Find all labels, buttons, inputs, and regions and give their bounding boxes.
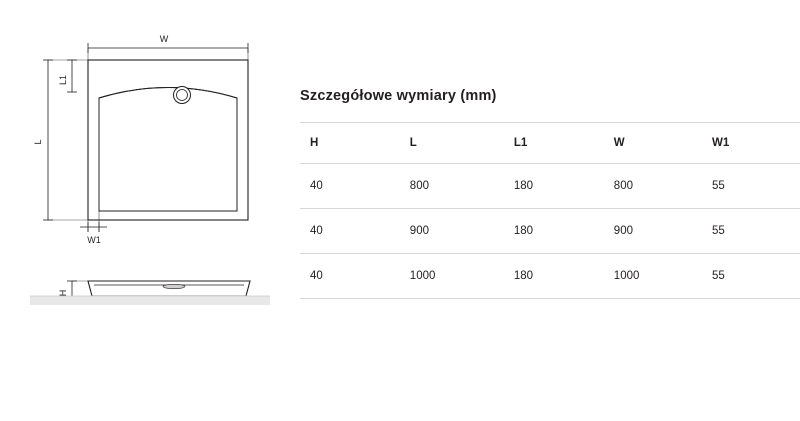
dimensions-table	[300, 122, 800, 299]
cell-l: 800	[400, 164, 504, 209]
dimensions-panel	[300, 0, 800, 421]
cell-w1: 55	[702, 254, 800, 299]
cell-h: 40	[300, 254, 400, 299]
column-header-w: W	[604, 123, 702, 164]
label-w1: W1	[87, 235, 101, 245]
label-l1: L1	[58, 74, 68, 86]
label-l: L	[33, 139, 43, 145]
cell-w: 800	[604, 164, 702, 209]
side-view-drawing	[30, 265, 270, 340]
cell-w1: 55	[702, 164, 800, 209]
label-h: H	[58, 289, 68, 297]
cell-w1: 55	[702, 209, 800, 254]
tray-inner-basin	[99, 88, 237, 212]
drain-side-view	[163, 284, 185, 288]
cell-w: 1000	[604, 254, 702, 299]
cell-h: 40	[300, 209, 400, 254]
table-header-row	[300, 123, 800, 164]
cell-w: 900	[604, 209, 702, 254]
cell-l1: 180	[504, 209, 604, 254]
cell-l1: 180	[504, 254, 604, 299]
drain-inner-circle	[177, 90, 188, 101]
column-header-l: L	[400, 123, 504, 164]
table-title: Szczegółowe wymiary (mm)	[300, 88, 497, 104]
table-row	[300, 254, 800, 299]
column-header-w1: W1	[702, 123, 800, 164]
table-row	[300, 164, 800, 209]
technical-drawings	[0, 0, 290, 421]
top-view-drawing	[30, 30, 270, 245]
column-header-h: H	[300, 123, 400, 164]
cell-l: 1000	[400, 254, 504, 299]
cell-l: 900	[400, 209, 504, 254]
cell-h: 40	[300, 164, 400, 209]
cell-l1: 180	[504, 164, 604, 209]
ground-band	[30, 296, 270, 305]
table-row	[300, 209, 800, 254]
label-w: W	[159, 34, 169, 44]
column-header-l1: L1	[504, 123, 604, 164]
